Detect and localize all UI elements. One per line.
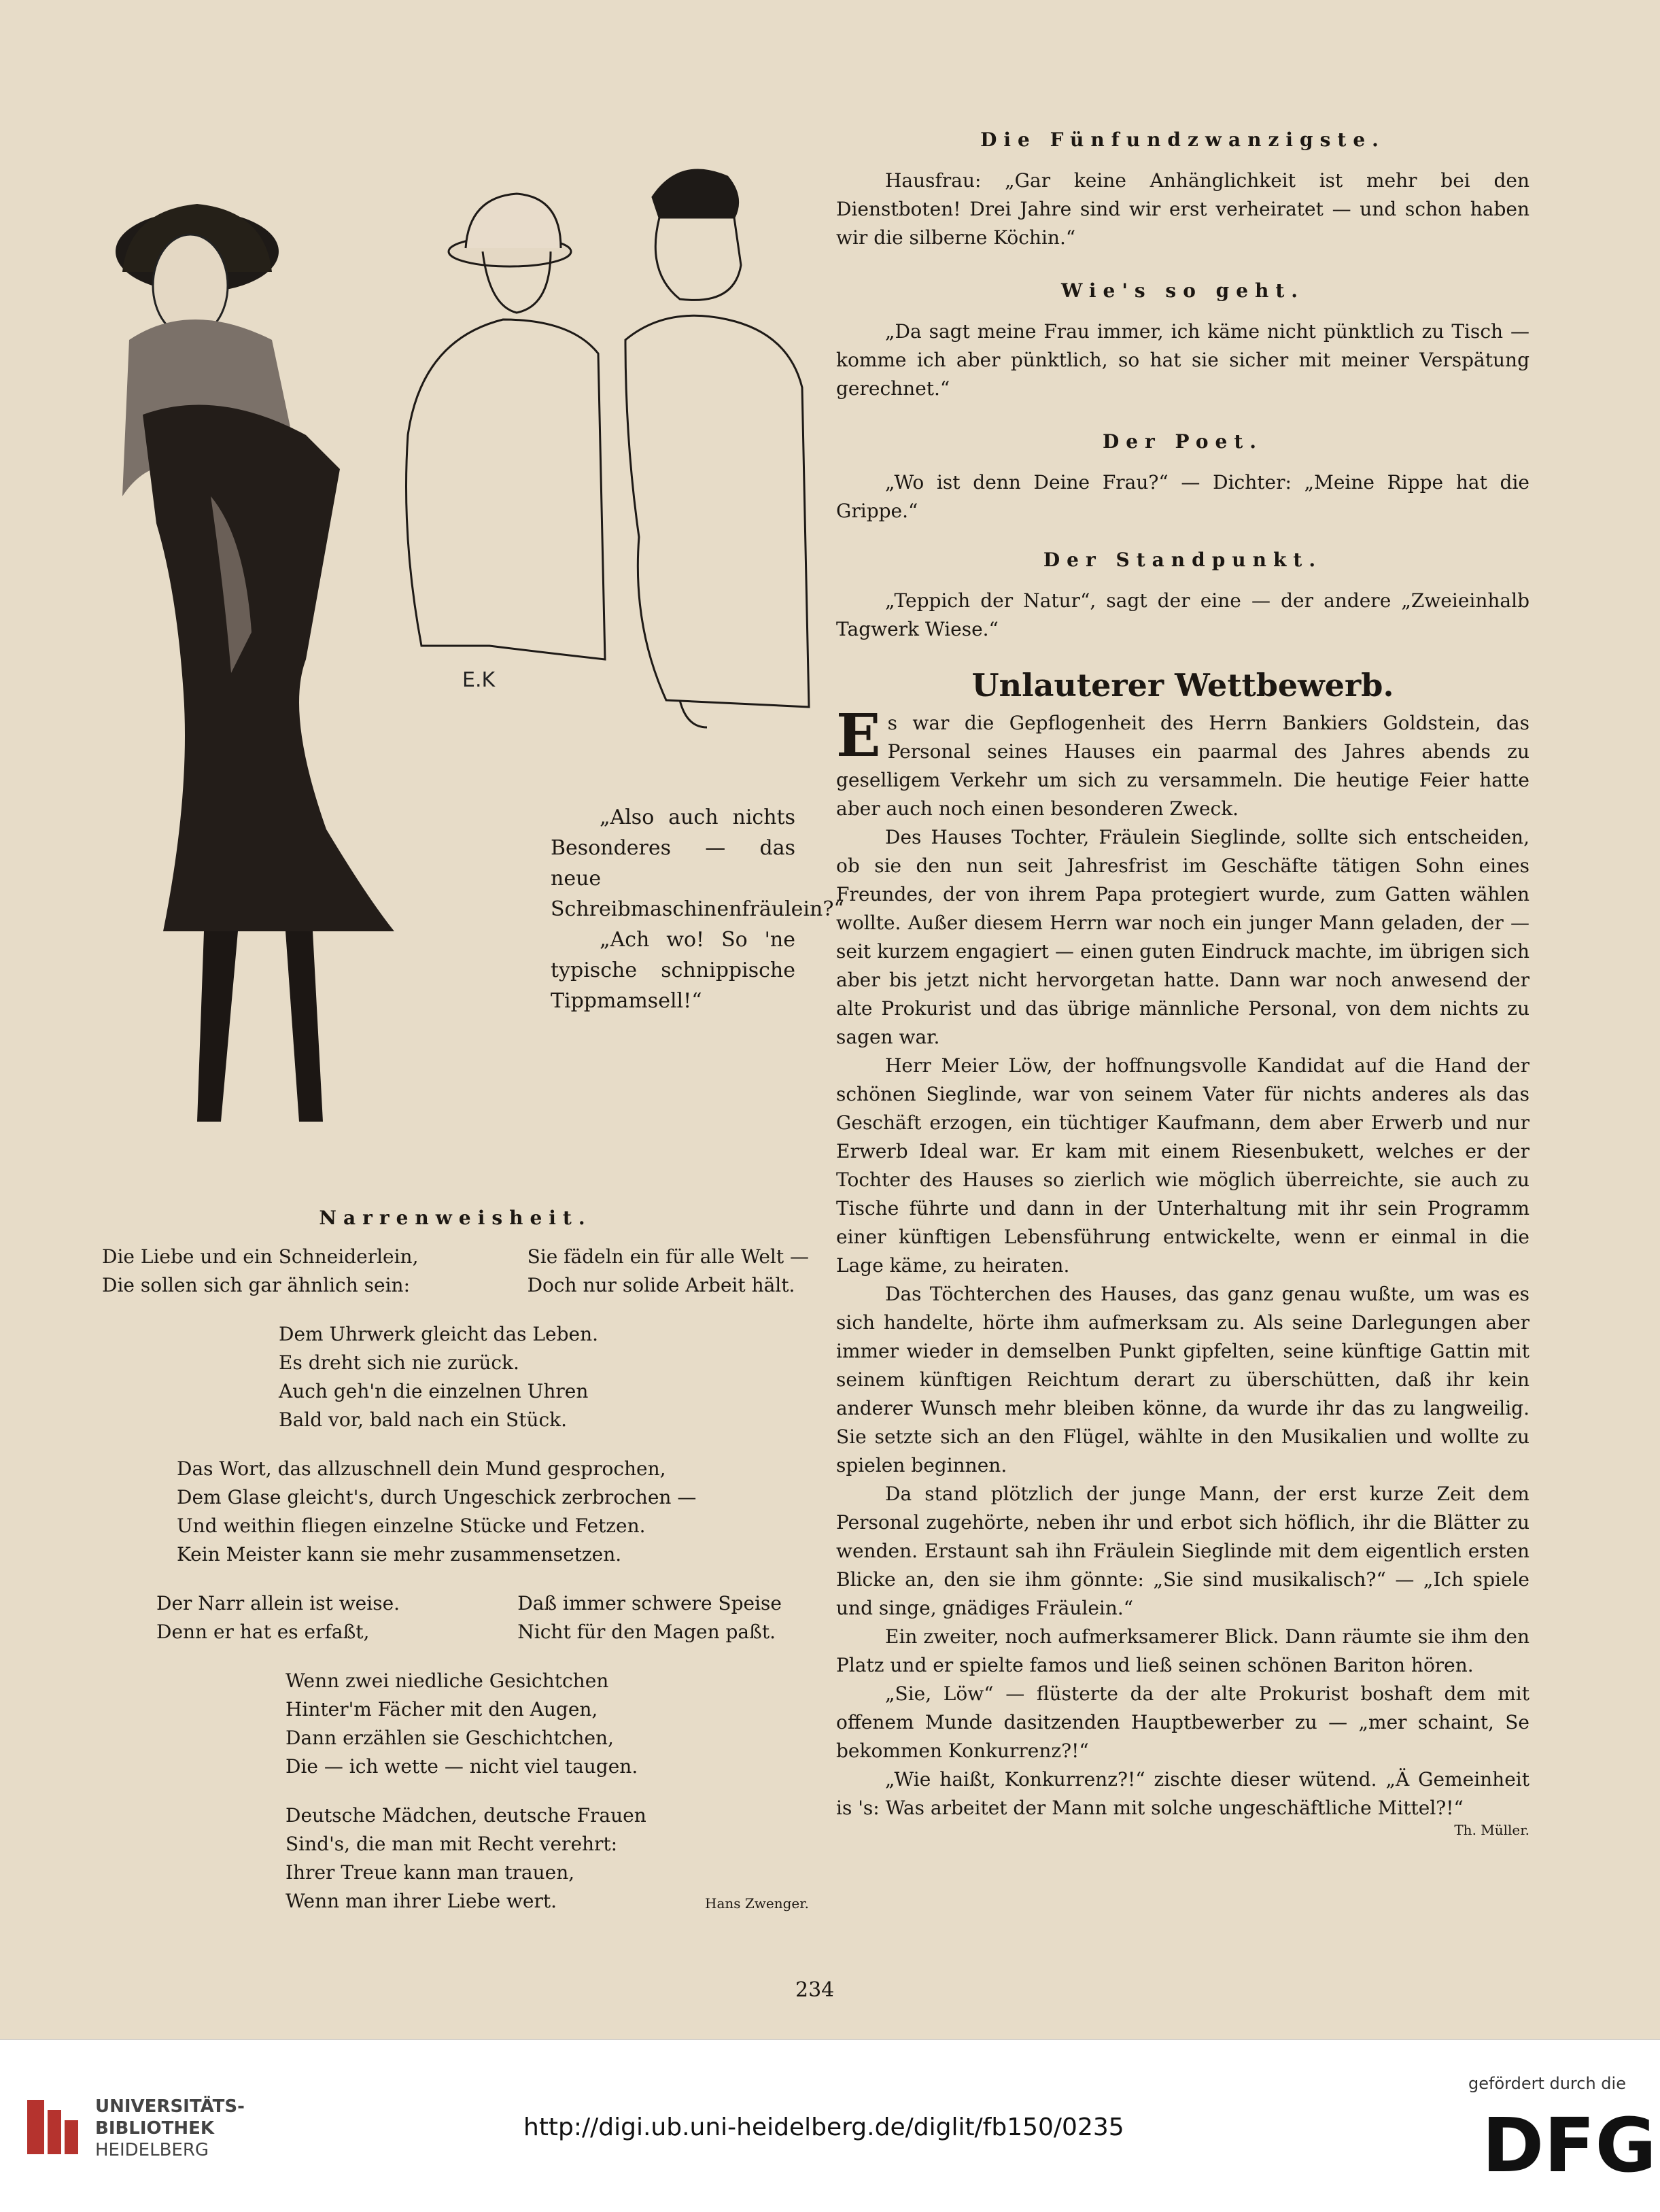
library-logo-icon: [20, 2093, 88, 2161]
story-paragraph: Da stand plötzlich der junge Mann, der erst kurze Zeit dem Personal zugehörte, neben ihr und erbot sich höflich, ihr die Blätter zu wenden. Erstaunt sah ihn Fräulein Sieglinde mit dem eigentlich ersten Blicke an, den sie ihm gönnte: „Sie sind musikalisch?“ — „Ich spiele und singe, gnädiges Fräulein.“: [836, 1483, 1529, 1619]
section-text: „Da sagt meine Frau immer, ich käme nicht pünktlich zu Tisch — komme ich aber pünktlich, so hat sie sicher mit meiner Verspätung gerechnet.“: [836, 320, 1529, 400]
poem-line: Daß immer schwere Speise: [517, 1592, 782, 1614]
poem: [102, 1207, 809, 1912]
section-text: „Teppich der Natur“, sagt der eine — der andere „Zweieinhalb Tagwerk Wiese.“: [836, 589, 1529, 640]
poem-line: Sind's, die man mit Recht verehrt:: [286, 1833, 618, 1855]
poem-line: Ihrer Treue kann man trauen,: [286, 1861, 575, 1884]
poem-line: Wenn man ihrer Liebe wert.: [286, 1890, 557, 1912]
poem-line: Dem Glase gleicht's, durch Ungeschick zerbrochen —: [177, 1486, 697, 1508]
illustration-signature: E.K: [462, 668, 496, 692]
footer-bar: [0, 2039, 1660, 2212]
section-heading: Der Standpunkt.: [1043, 549, 1323, 571]
poem-line: Und weithin fliegen einzelne Stücke und Fetzen.: [177, 1515, 646, 1537]
story-paragraph: s war die Gepflogenheit des Herrn Bankiers Goldstein, das Personal seines Hauses ein paarmal des Jahres abends zu geselligem Verkehr um sich zu versammeln. Die heutige Feier hatte aber auch noch einen besonderen Zweck.: [836, 712, 1529, 820]
story-paragraph: Herr Meier Löw, der hoffnungsvolle Kandidat auf die Hand der schönen Sieglinde, war von seinem Vater für nichts anderes als das Geschäft erzogen, ein tüchtiger Kaufmann, dem aber Erwerb und nur Erwerb Ideal war. Er kam mit einem Riesenbukett, welches er der Tochter des Hauses so zierlich wie möglich überreichte, sie auch zu Tische führte und dann in der Unterhaltung mit ihr sein Programm einer künftigen Lebensführung entwickelte, wenn er einmal in die Lage käme, zu heiraten.: [836, 1054, 1529, 1277]
story-paragraph: „Sie, Löw“ — flüsterte da der alte Prokurist boshaft dem mit offenem Munde dasitzenden Hauptbewerber zu — „mer schaint, Se bekommen Konkurrenz?!“: [836, 1682, 1529, 1762]
story-paragraph: Das Töchterchen des Hauses, das ganz genau wußte, um was es sich handelte, hörte ihm aufmerksam zu. Als seine Darlegungen aber immer wieder in demselben Punkt gipfelten, seine künftige Gattin mit seinem künftigen Reichtum derart zu überschütten, daß ihr kein anderer Wunsch mehr bleiben könne, da wurde ihr das zu langweilig. Sie setzte sich an den Flügel, wählte in den Musikalien und wollte zu spielen beginnen.: [836, 1283, 1529, 1476]
poem-line: Hinter'm Fächer mit den Augen,: [286, 1698, 598, 1721]
caption-line-1: „Also auch nichts Besonderes — das neue Schreibmaschinenfräulein?“: [551, 806, 844, 921]
poem-line: Auch geh'n die einzelnen Uhren: [279, 1380, 589, 1402]
library-name-line: BIBLIOTHEK: [95, 2118, 215, 2139]
story-body: [836, 702, 1529, 1844]
poem-line: Das Wort, das allzuschnell dein Mund gesprochen,: [177, 1457, 666, 1480]
section-heading: Wie's so geht.: [1060, 279, 1305, 302]
story-paragraph: „Wie haißt, Konkurrenz?!“ zischte dieser wütend. „Ä Gemeinheit is 's: Was arbeitet der Mann mit solche ungeschäftliche Mittel?!“: [836, 1768, 1529, 1819]
poem-line: Deutsche Mädchen, deutsche Frauen: [286, 1804, 646, 1827]
library-name: [95, 2096, 245, 2161]
story-paragraph: Des Hauses Tochter, Fräulein Sieglinde, sollte sich entscheiden, ob sie den nun seit Jahresfrist im Geschäfte tätigen Sohn eines Freundes, der von ihrem Papa protegiert wurde, zum Gatten wählen wollte. Außer diesem Herrn war noch ein junger Mann geladen, der — seit kurzem engagiert — einen guten Eindruck machte, im übrigen sich aber bis jetzt nicht hervorgetan hatte. Dann war noch anwesend der alte Prokurist und das übrige männliche Personal, von dem nichts zu sagen war.: [836, 826, 1529, 1048]
right-column: [836, 126, 1529, 1844]
section-text: Hausfrau: „Gar keine Anhänglichkeit ist mehr bei den Dienstboten! Drei Jahre sind wir erst verheiratet — und schon haben wir die silberne Köchin.“: [836, 169, 1529, 249]
stanza-3: [177, 1455, 809, 1569]
story-paragraph: Ein zweiter, noch aufmerksamerer Blick. Dann räumte sie ihm den Platz und er spielte famos und ließ seinen schönen Bariton hören.: [836, 1625, 1529, 1676]
page-number: 234: [795, 1978, 835, 2002]
poem-title: Narrenweisheit.: [319, 1207, 592, 1229]
woman-figure: [116, 204, 394, 1122]
poem-line: Denn er hat es erfaßt,: [156, 1621, 370, 1643]
library-name-line: HEIDELBERG: [95, 2140, 209, 2160]
poem-line: Doch nur solide Arbeit hält.: [527, 1274, 795, 1296]
poem-line: Kein Meister kann sie mehr zusammensetzen.: [177, 1543, 622, 1566]
poem-line: Dann erzählen sie Geschichtchen,: [286, 1727, 614, 1749]
story-author: Th. Müller.: [1454, 1822, 1529, 1838]
caption-line-2: „Ach wo! So 'ne typische schnippische Tippmamsell!“: [551, 928, 795, 1013]
poem-line: Sie fädeln ein für alle Welt —: [527, 1245, 809, 1268]
section-heading: Der Poet.: [1102, 430, 1264, 453]
poem-line: Bald vor, bald nach ein Stück.: [279, 1409, 568, 1431]
story-title: Unlauterer Wettbewerb.: [971, 667, 1394, 704]
section-heading: Die Fünfundzwanzigste.: [980, 128, 1385, 151]
poem-line: Die Liebe und ein Schneiderlein,: [102, 1245, 419, 1268]
funding-note: gefördert durch die: [1468, 2074, 1626, 2093]
poem-line: Nicht für den Magen paßt.: [517, 1621, 776, 1643]
story-dropcap: E: [836, 702, 881, 770]
stanza-1: [102, 1243, 809, 1300]
poem-line: Dem Uhrwerk gleicht das Leben.: [279, 1323, 599, 1345]
poem-line: Die sollen sich gar ähnlich sein:: [102, 1274, 411, 1296]
library-name-line: UNIVERSITÄTS-: [95, 2096, 245, 2117]
poem-line: Die — ich wette — nicht viel taugen.: [286, 1755, 638, 1778]
poem-author: Hans Zwenger.: [705, 1895, 809, 1912]
poem-line: Wenn zwei niedliche Gesichtchen: [286, 1670, 609, 1692]
source-url-link[interactable]: http://digi.ub.uni-heidelberg.de/diglit/fb150/0235: [523, 2113, 1124, 2141]
stanza-2: [279, 1320, 809, 1434]
illustration-caption: [551, 802, 844, 1016]
dfg-logo: DFG: [1482, 2102, 1657, 2189]
poem-line: Der Narr allein ist weise.: [156, 1592, 400, 1614]
section-text: „Wo ist denn Deine Frau?“ — Dichter: „Meine Rippe hat die Grippe.“: [836, 471, 1529, 522]
poem-line: Es dreht sich nie zurück.: [279, 1351, 519, 1374]
stanza-4: [156, 1589, 782, 1646]
men-figures: [407, 170, 810, 727]
stanza-5: [286, 1667, 809, 1781]
